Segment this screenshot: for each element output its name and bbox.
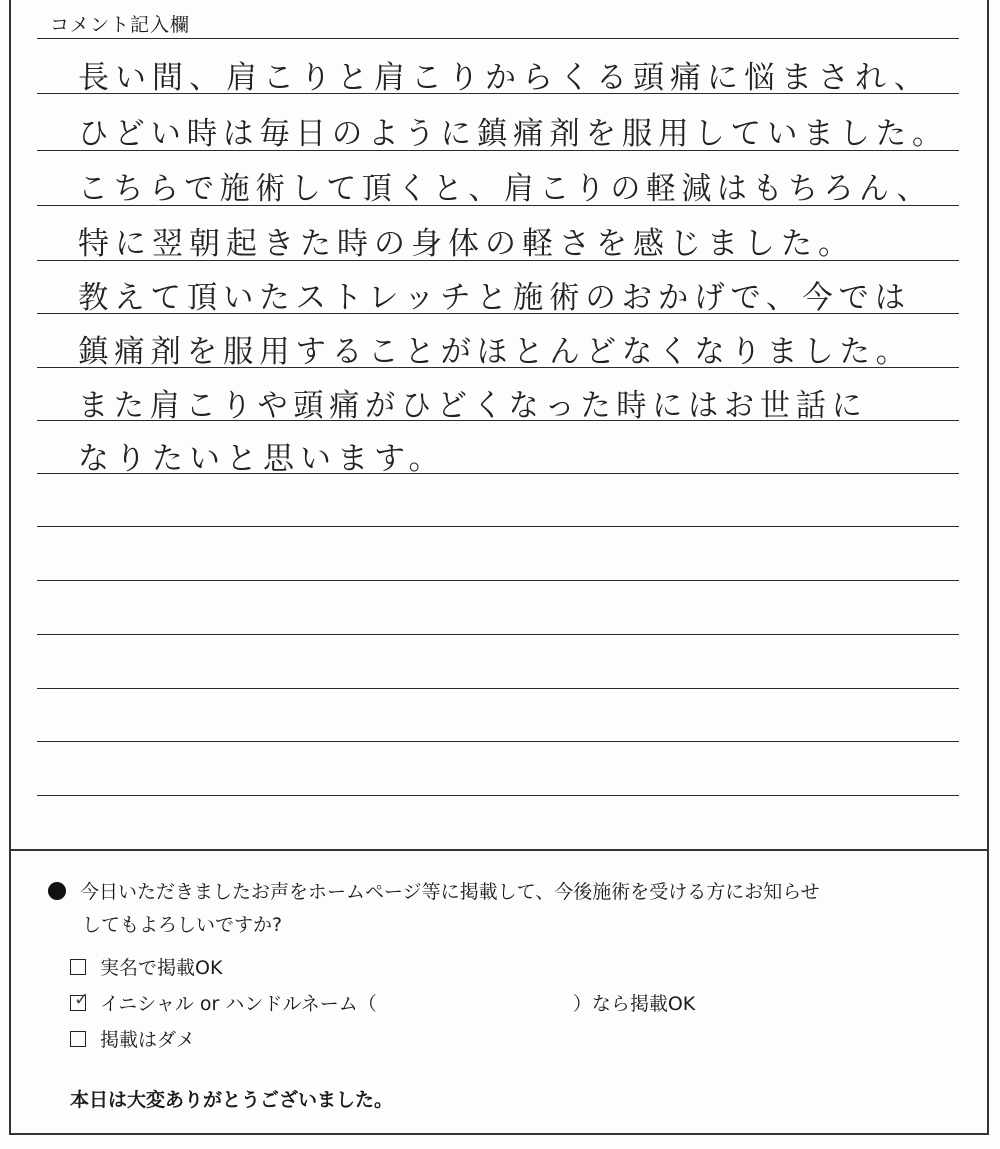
option-initial-handle-suffix: ）なら掲載OK: [572, 993, 696, 1015]
ruled-line: [37, 634, 959, 635]
ruled-line: [37, 38, 959, 39]
option-no-publish-label: 掲載はダメ: [100, 1029, 196, 1051]
ruled-line: [37, 741, 959, 742]
ruled-line: [37, 580, 959, 581]
bullet-icon: [48, 882, 66, 900]
option-initial-handle[interactable]: [70, 989, 695, 1016]
consent-question-line2: してもよろしいですか?: [82, 914, 283, 936]
handwritten-line-6: 鎮痛剤を服用することがほとんどなくなりました。: [78, 334, 912, 370]
consent-question: [48, 875, 820, 909]
option-real-name[interactable]: [70, 953, 222, 980]
consent-question-line1: 今日いただきましたお声をホームページ等に掲載して、今後施術を受ける方にお知らせ: [80, 881, 820, 903]
closing-message: 本日は大変ありがとうございました。: [70, 1089, 394, 1111]
option-real-name-label: 実名で掲載OK: [100, 957, 223, 979]
option-initial-handle-label: イニシャル or ハンドルネーム（: [100, 993, 377, 1015]
ruled-line: [37, 526, 959, 527]
handwritten-line-2: ひどい時は毎日のように鎮痛剤を服用していました。: [78, 116, 949, 152]
ruled-line: [37, 688, 959, 689]
handwritten-line-7: また肩こりや頭痛がひどくなった時にはお世話に: [78, 388, 868, 424]
checkbox-initial-handle[interactable]: [70, 989, 90, 1011]
check-mark-icon: ✓: [74, 989, 90, 1010]
handwritten-line-3: こちらで施術して頂くと、肩こりの軽減はもちろん、: [78, 171, 932, 207]
handwritten-line-4: 特に翌朝起きた時の身体の軽さを感じました。: [78, 226, 855, 262]
checkbox-no-publish[interactable]: [70, 1031, 86, 1047]
section-divider: [9, 849, 989, 851]
handwritten-line-1: 長い間、肩こりと肩こりからくる頭痛に悩まされ、: [78, 60, 931, 96]
comment-section-title: コメント記入欄: [50, 14, 191, 36]
handwritten-line-5: 教えて頂いたストレッチと施術のおかげで、今では: [78, 280, 912, 316]
checkbox-real-name[interactable]: [70, 959, 86, 975]
handwritten-line-8: なりたいと思います。: [78, 441, 446, 477]
ruled-line: [37, 795, 959, 796]
option-no-publish[interactable]: [70, 1025, 195, 1052]
